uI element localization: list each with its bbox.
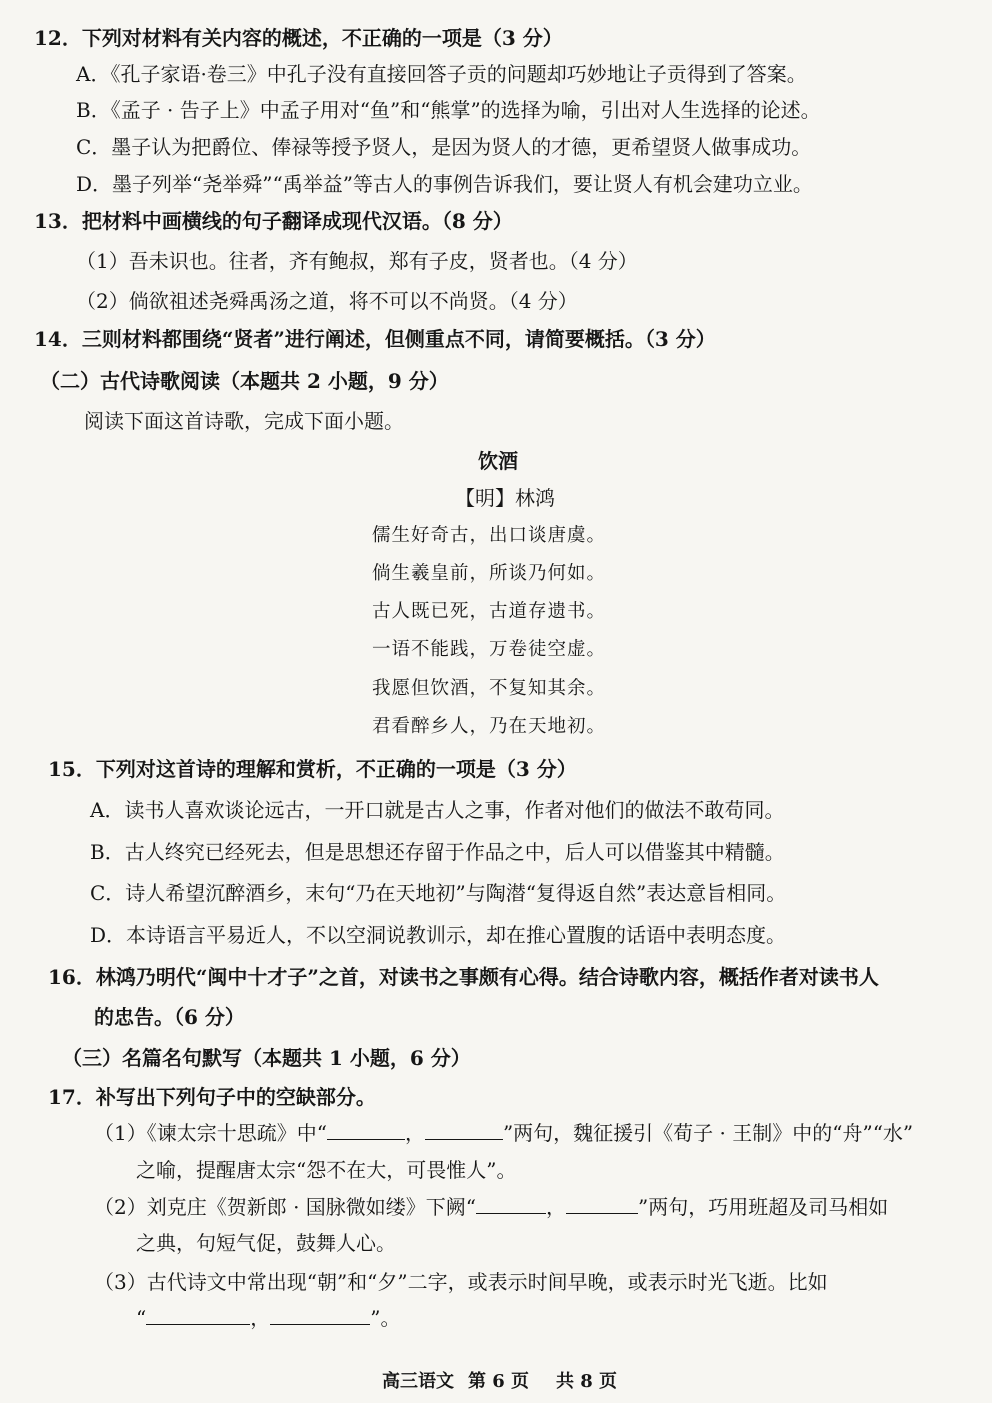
q17-item-1-line-2: 之喻，提醒唐太宗“怨不在大，可畏惟人”。 bbox=[136, 1158, 517, 1182]
poem-line: 我愿但饮酒，不复知其余。 bbox=[372, 678, 607, 699]
q17-item-2-text-a: （2）刘克庄《贺新郎 · 国脉微如缕》下阙“ bbox=[94, 1195, 477, 1219]
answer-blank[interactable] bbox=[146, 1304, 250, 1325]
q17-item-1-text-b: ”两句，魏征援引《荀子 · 王制》中的“舟”“水” bbox=[502, 1121, 914, 1145]
q17-item-3-comma: ， bbox=[250, 1306, 271, 1330]
q12-option-c: C．墨子认为把爵位、俸禄等授予贤人，是因为贤人的才德，更希望贤人做事成功。 bbox=[76, 135, 812, 159]
poem-line: 一语不能践，万卷徒空虚。 bbox=[372, 639, 607, 660]
poem-line: 古人既已死，古道存遗书。 bbox=[372, 601, 607, 622]
poem-line: 君看醉乡人，乃在天地初。 bbox=[372, 716, 607, 737]
q13-item-2: （2）倘欲祖述尧舜禹汤之道，将不可以不尚贤。（4 分） bbox=[76, 289, 578, 313]
q17-item-3-open-quote: “ bbox=[136, 1306, 147, 1330]
section-2-heading: （二）古代诗歌阅读（本题共 2 小题，9 分） bbox=[40, 369, 449, 393]
q15-option-d: D．本诗语言平易近人，不以空洞说教训示，却在推心置腹的话语中表明态度。 bbox=[90, 923, 787, 947]
q17-item-3-line-1: （3）古代诗文中常出现“朝”和“夕”二字，或表示时间早晚，或表示时光飞逝。比如 bbox=[94, 1270, 828, 1294]
q12-option-b: B．《孟子 · 告子上》中孟子用对“鱼”和“熊掌”的选择为喻，引出对人生选择的论述。 bbox=[76, 98, 821, 122]
q17-item-1-comma: ， bbox=[404, 1121, 425, 1145]
section-2-instruction: 阅读下面这首诗歌，完成下面小题。 bbox=[84, 409, 404, 433]
q15-option-c: C．诗人希望沉醉酒乡，末句“乃在天地初”与陶潜“复得返自然”表达意旨相同。 bbox=[90, 881, 787, 905]
question-14-stem: 14．三则材料都围绕“贤者”进行阐述，但侧重点不同，请简要概括。（3 分） bbox=[34, 327, 716, 351]
question-17-stem: 17．补写出下列句子中的空缺部分。 bbox=[48, 1085, 376, 1109]
question-13-stem: 13．把材料中画横线的句子翻译成现代汉语。（8 分） bbox=[34, 209, 513, 233]
q15-option-b: B．古人终究已经死去，但是思想还存留于作品之中，后人可以借鉴其中精髓。 bbox=[90, 840, 785, 864]
q12-option-d: D．墨子列举“尧举舜”“禹举益”等古人的事例告诉我们，要让贤人有机会建功立业。 bbox=[76, 172, 813, 196]
footer-subject: 高三语文 bbox=[382, 1371, 454, 1392]
poem-author: 【明】林鸿 bbox=[455, 486, 555, 510]
answer-blank[interactable] bbox=[270, 1304, 370, 1325]
q17-item-2-comma: ， bbox=[546, 1195, 567, 1219]
q17-item-1-text-a: （1）《谏太宗十思疏》中“ bbox=[94, 1121, 327, 1145]
q12-option-a: A．《孔子家语·卷三》中孔子没有直接回答子贡的问题却巧妙地让子贡得到了答案。 bbox=[76, 62, 807, 86]
poem-title: 饮酒 bbox=[478, 449, 518, 473]
question-12-stem: 12．下列对材料有关内容的概述，不正确的一项是（3 分） bbox=[34, 26, 563, 50]
q17-item-2-text-b: ”两句，巧用班超及司马相如 bbox=[638, 1195, 889, 1219]
section-3-heading: （三）名篇名句默写（本题共 1 小题，6 分） bbox=[62, 1046, 471, 1070]
footer-total-pages: 共 8 页 bbox=[556, 1371, 618, 1392]
answer-blank[interactable] bbox=[476, 1193, 546, 1214]
poem-line: 倘生羲皇前，所谈乃何如。 bbox=[372, 563, 607, 584]
q13-item-1: （1）吾未识也。往者，齐有鲍叔，郑有子皮，贤者也。（4 分） bbox=[76, 249, 638, 273]
q15-option-a: A．读书人喜欢谈论远古，一开口就是古人之事，作者对他们的做法不敢苟同。 bbox=[90, 798, 785, 822]
question-16-line-1: 16．林鸿乃明代“闽中十才子”之首，对读书之事颇有心得。结合诗歌内容，概括作者对读书人 bbox=[48, 965, 879, 989]
answer-blank[interactable] bbox=[327, 1119, 405, 1140]
question-16-line-2: 的忠告。（6 分） bbox=[94, 1005, 245, 1029]
answer-blank[interactable] bbox=[425, 1119, 503, 1140]
q17-item-2-line-2: 之典，句短气促，鼓舞人心。 bbox=[136, 1231, 396, 1255]
q17-item-1-line-1 bbox=[94, 1119, 913, 1147]
q17-item-3-close-quote: ”。 bbox=[370, 1306, 401, 1330]
poem-line: 儒生好奇古，出口谈唐虞。 bbox=[372, 525, 607, 546]
q17-item-3-line-2 bbox=[136, 1304, 400, 1332]
answer-blank[interactable] bbox=[566, 1193, 638, 1214]
question-15-stem: 15．下列对这首诗的理解和赏析，不正确的一项是（3 分） bbox=[48, 757, 577, 781]
q17-item-2-line-1 bbox=[94, 1193, 888, 1221]
footer-page-number: 第 6 页 bbox=[468, 1371, 530, 1392]
